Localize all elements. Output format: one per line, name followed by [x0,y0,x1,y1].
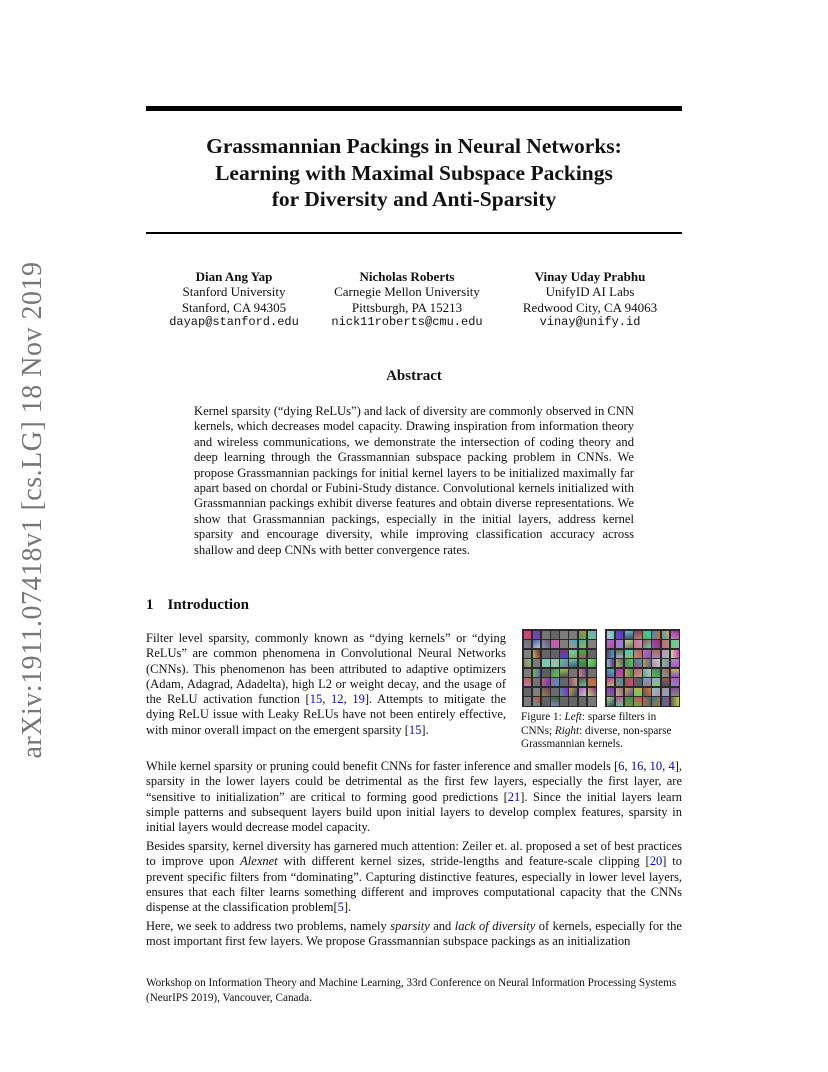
filter-tile [542,650,550,658]
filter-tile [524,678,532,686]
section-number: 1 [146,597,154,613]
filter-tile [643,669,651,677]
filter-tile [652,631,660,639]
filter-tile [652,697,660,705]
filter-tile [616,697,624,705]
filter-tile [671,697,679,705]
citation-link[interactable]: 10 [649,759,663,773]
citation-link[interactable]: 5 [337,900,344,915]
citation-link[interactable]: 16 [630,759,644,773]
filter-tile [634,697,642,705]
author-address: Pittsburgh, PA 15213 [351,299,463,315]
filter-tile [551,631,559,639]
filter-tile [588,640,596,648]
text-run: ], sparsity in the lower layers could be detrimental as the first few layers, especially the first layer, are “sensitive to initialization” are critical to forming good predictions [ [146,759,683,804]
filter-tile [551,640,559,648]
author-email[interactable]: dayap@stanford.edu [169,314,299,329]
filter-tile [607,650,615,658]
filter-tile [652,640,660,648]
filter-tile [560,631,568,639]
filter-tile [551,678,559,686]
emphasis: sparsity [390,919,430,933]
citation-link[interactable]: 15 [309,692,323,707]
filter-tile [643,640,651,648]
filter-tile [533,640,541,648]
paper-title [146,133,682,213]
filter-tile [579,640,587,648]
filter-tile [551,650,559,658]
filter-tile [607,688,615,696]
filter-tile [607,669,615,677]
author-name: Nicholas Roberts [359,269,455,284]
filter-tile [625,650,633,658]
filter-tile [524,650,532,658]
title-top-rule [146,106,682,111]
intro-paragraph-3 [146,839,682,915]
text-run: ]. [421,722,429,737]
filter-tile [524,669,532,677]
filter-tile [671,640,679,648]
filter-tile [542,640,550,648]
text-run: ]. [343,900,352,915]
section-title: Introduction [167,597,249,613]
filter-tile [616,678,624,686]
filter-tile [643,678,651,686]
text-run: ]. Attempts to mitigate the dying ReLU issue with Leaky ReLUs have not been entirely effective, with minor overall impact on the emergent sparsity [ [146,692,507,737]
filter-tile [634,650,642,658]
filter-tile [579,678,587,686]
text-run: with different kernel sizes, stride-lengths and feature-scale clipping [ [277,854,650,869]
filter-tile [569,678,577,686]
filter-tile [524,640,532,648]
filter-tile [662,697,670,705]
filter-tile [652,688,660,696]
filter-tile [569,650,577,658]
filter-tile [551,688,559,696]
filter-tile [569,697,577,705]
filter-tile [588,659,596,667]
filter-tile [533,631,541,639]
filter-tile [652,650,660,658]
filter-tile [533,678,541,686]
filter-tile [560,678,568,686]
figure-1 [522,629,680,709]
citation-link[interactable]: 19 [352,692,365,707]
filter-tile [588,688,596,696]
filter-tile [542,678,550,686]
filter-tile [662,640,670,648]
text-run: While kernel sparsity or pruning could benefit CNNs for faster inference and smaller models [ [146,759,619,773]
filter-tile [616,669,624,677]
filter-tile [634,659,642,667]
abstract-heading: Abstract [386,368,442,384]
filter-tile [551,697,559,705]
filter-tile [560,640,568,648]
filter-tile [662,678,670,686]
filter-tile [560,697,568,705]
text-run: Filter level sparsity, commonly known as “dying kernels” or “dying ReLUs” are common phenomena in Convolutional Neural Networks (CNNs). This phenomenon has been attributed to adaptive optimizers (Adam, Adagrad, Adadelta), high L2 or weight decay, and the usage of the ReLU activation function [ [146,631,506,707]
filter-tile [643,631,651,639]
citation-link[interactable]: 12 [331,692,344,707]
figure-caption [521,711,685,752]
caption-right-text: : diverse, non-sparse Grassmannian kernels. [521,724,672,751]
filter-tile [579,659,587,667]
filter-tile [671,669,679,677]
author-1 [146,269,322,330]
text-run: Here, we seek to address two problems, namely [146,919,391,933]
filter-tile [662,631,670,639]
author-name: Dian Ang Yap [195,269,273,284]
filter-tile [662,669,670,677]
filter-tile [560,650,568,658]
arxiv-id-text: arXiv:1911.07418v1 [cs.LG] 18 Nov 2019 [17,261,48,759]
title-bottom-rule [146,232,682,234]
filter-tile [569,659,577,667]
filter-tile [569,631,577,639]
filter-tile [671,631,679,639]
citation-link[interactable]: 6 [618,759,625,773]
citation-link[interactable]: 4 [668,759,675,773]
filter-tile [533,659,541,667]
filter-tile [625,697,633,705]
filter-tile [643,650,651,658]
emphasis: lack of diversity [454,919,536,933]
filter-tile [533,669,541,677]
filter-tile [551,659,559,667]
filter-tile [607,659,615,667]
citation-link[interactable]: 15 [408,722,422,737]
caption-left-text: : sparse filters in CNNs; [521,711,657,737]
filter-tile [634,631,642,639]
author-email[interactable]: nick11roberts@cmu.edu [331,314,483,329]
filter-tile [616,650,624,658]
caption-left-label: Left [564,711,582,723]
filter-tile [542,688,550,696]
title-line-3: for Diversity and Anti-Sparsity [271,187,557,211]
grassmannian-kernels-image [605,629,680,707]
filter-tile [662,650,670,658]
author-3 [498,269,682,330]
filter-tile [588,631,596,639]
filter-tile [588,650,596,658]
author-affiliation: Stanford University [182,284,286,300]
filter-tile [634,678,642,686]
author-affiliation: UnifyID AI Labs [545,284,635,300]
filter-tile [634,669,642,677]
filter-tile [671,678,679,686]
filter-tile [533,697,541,705]
filter-tile [625,631,633,639]
filter-tile [551,669,559,677]
author-affiliation: Carnegie Mellon University [334,284,480,300]
filter-tile [625,678,633,686]
filter-tile [542,669,550,677]
filter-tile [652,678,660,686]
filter-tile [625,659,633,667]
filter-tile [524,688,532,696]
filter-tile [588,669,596,677]
filter-tile [671,659,679,667]
filter-tile [616,640,624,648]
filter-tile [652,669,660,677]
filter-tile [542,697,550,705]
filter-tile [616,631,624,639]
filter-tile [616,659,624,667]
filter-tile [671,650,679,658]
title-line-2: Learning with Maximal Subspace Packings [215,160,613,185]
arxiv-identifier [8,260,58,760]
filter-tile [524,631,532,639]
filter-tile [607,631,615,639]
intro-paragraph-1: Filter level sparsity, commonly known as “dying kernels” or “dying ReLUs” are common phenomena in Convolutional Neural Networks (CNNs). This phenomenon has been attributed to adaptive optimizers (Adam, Adagrad, Adadelta), high L2 or weight decay, and the usage of the ReLU activation function [15, 12, 19]. Attempts to mitigate the dying ReLU issue with Leaky ReLUs have not been entirely effective, with minor overall impact on the emergent sparsity [15]. [146,631,507,737]
filter-tile [524,659,532,667]
sparse-filters-image [522,629,597,707]
text-run: of kernels, especially for the most important first few layers. We propose Grassmannian subspace packings as an initialization [146,919,682,949]
filter-tile [616,688,624,696]
filter-tile [569,688,577,696]
section-heading [146,597,249,614]
filter-tile [579,631,587,639]
venue-footnote: Workshop on Information Theory and Machine Learning, 33rd Conference on Neural Information Processing Systems (NeurIPS 2019), Vancouver, Canada. [146,977,677,1004]
text-run: and [429,919,455,933]
filter-tile [634,640,642,648]
text-run: Besides sparsity, kernel diversity has garnered much attention: Zeiler et. al. proposed a set of best practices to improve upon [146,839,682,869]
filter-tile [634,688,642,696]
citation-link[interactable]: 21 [507,789,521,804]
filter-tile [579,669,587,677]
abstract-text: Kernel sparsity (“dying ReLUs”) and lack of diversity are commonly observed in CNN kernels, which decreases model capacity. Drawing inspiration from information theory and wireless communications, we demonstrate the intersection of coding theory and deep learning through the Grassmannian subspace packing problem in CNNs. We propose Grassmannian packings for initial kernel layers to be initialized maximally far apart based on chordal or Fubini-Study distance. Convolutional kernels initialized with Grassmannian packings exhibit diverse features and obtain diverse representations. We show that Grassmannian packings, especially in the initial layers, address kernel sparsity and encourage diversity, while improving classification accuracy across shallow and deep CNNs with better convergence rates. [194,404,634,557]
filter-tile [579,650,587,658]
caption-right-label: Right [554,724,580,737]
author-address: Stanford, CA 94305 [181,299,287,315]
filter-tile [588,678,596,686]
author-address: Redwood City, CA 94063 [522,299,658,315]
filter-tile [560,688,568,696]
figure-label: Figure 1: [521,711,562,723]
text-run: ]. Since the initial layers learn simple patterns and subsequent layers build upon initial layers to develop complex features, sparsity in initial layers would decrease model capacity. [146,789,682,835]
filter-tile [524,697,532,705]
filter-tile [662,659,670,667]
author-email[interactable]: vinay@unify.id [539,314,641,329]
filter-tile [625,640,633,648]
filter-tile [643,697,651,705]
filter-tile [671,688,679,696]
author-name: Vinay Uday Prabhu [534,269,646,284]
filter-tile [569,669,577,677]
filter-tile [643,659,651,667]
filter-tile [652,659,660,667]
filter-tile [643,688,651,696]
title-line-1: Grassmannian Packings in Neural Networks: [206,134,622,158]
filter-tile [579,697,587,705]
filter-tile [625,669,633,677]
filter-tile [662,688,670,696]
filter-tile [542,631,550,639]
filter-tile [560,669,568,677]
intro-paragraph-4 [146,919,682,950]
citation-link[interactable]: 20 [649,854,663,869]
filter-tile [625,688,633,696]
author-2 [322,269,492,330]
filter-tile [542,659,550,667]
filter-tile [560,659,568,667]
intro-paragraph-2: While kernel sparsity or pruning could benefit CNNs for faster inference and smaller models [6, 16, 10, 4], sparsity in the lower layers could be detrimental as the first few layers, especially the first layer, are “sensitive to initialization” are critical to forming good predictions [21]. Since the initial layers learn simple patterns and subsequent layers build upon initial layers to develop complex features, sparsity in initial layers would decrease model capacity. [146,759,683,835]
filter-tile [569,640,577,648]
filter-tile [588,697,596,705]
filter-tile [579,688,587,696]
filter-tile [607,640,615,648]
filter-tile [533,650,541,658]
text-run: ] to prevent specific filters from “dominating”. Capturing distinctive features, especially in lower level layers, ensures that each filter learns something different and improves computational capacity that the CNNs dispense at the classification problem[ [146,854,682,915]
emphasis: Alexnet [240,854,278,869]
filter-tile [533,688,541,696]
filter-tile [607,678,615,686]
filter-tile [607,697,615,705]
